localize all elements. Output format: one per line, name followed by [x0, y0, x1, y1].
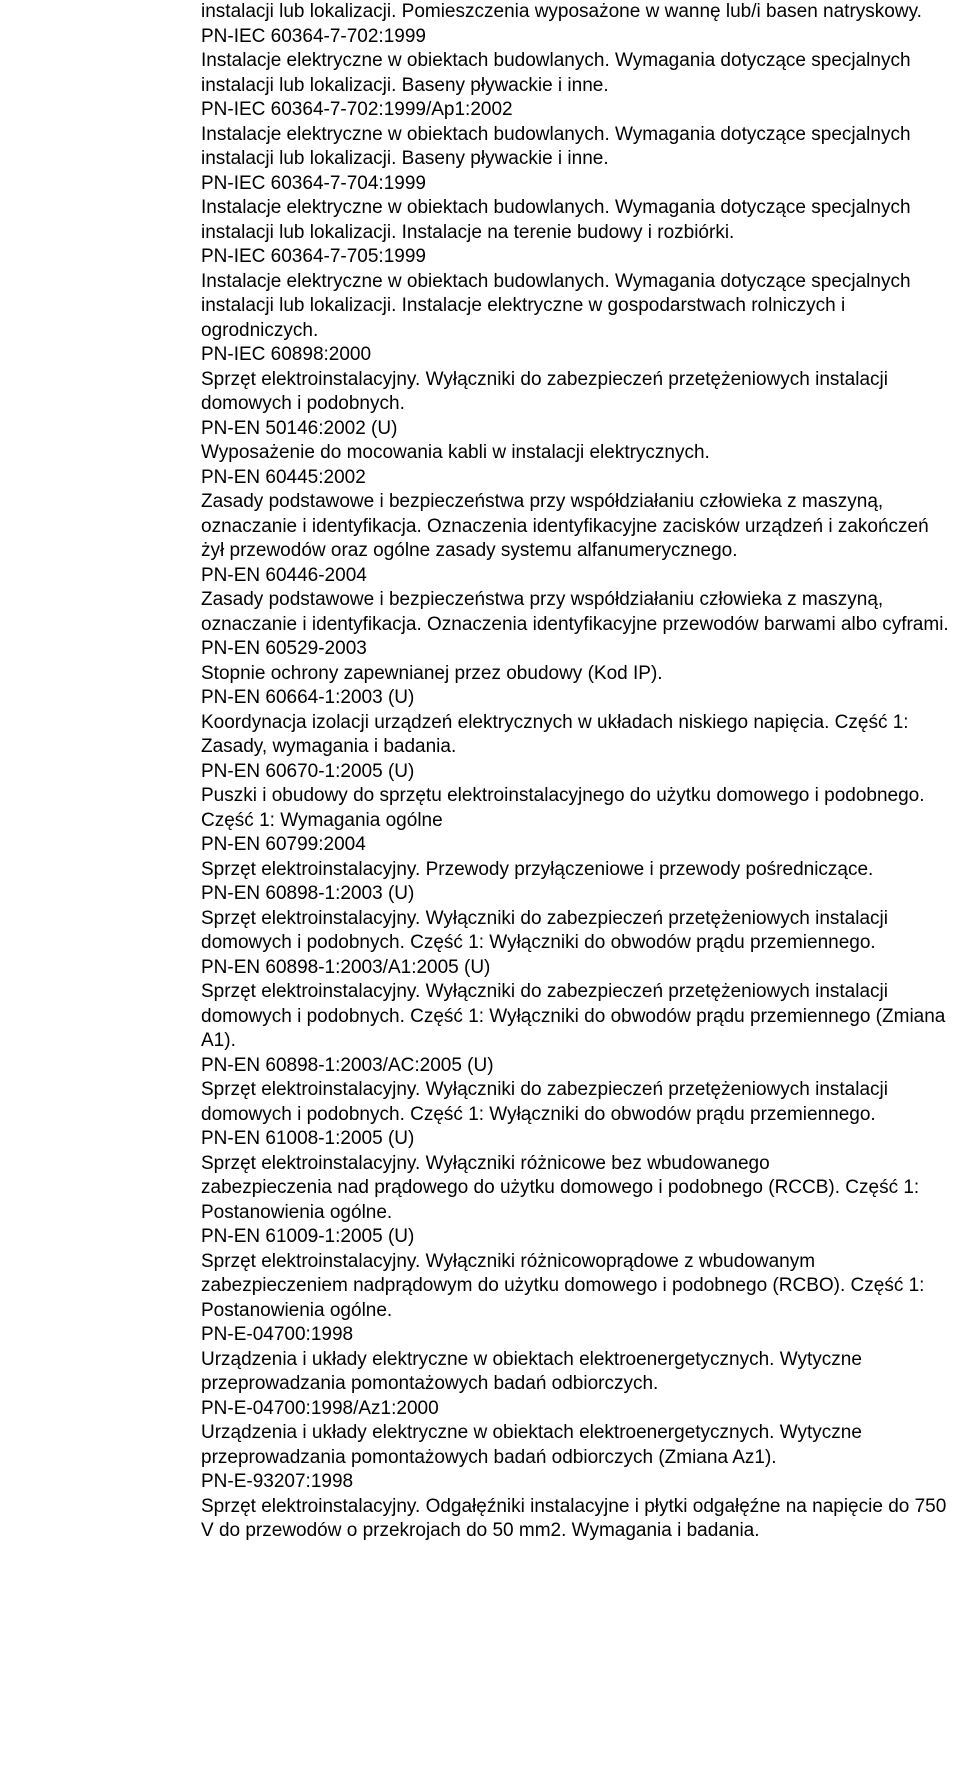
standard-description-line: Zasady podstawowe i bezpieczeństwa przy współdziałaniu człowieka z maszyną, — [201, 491, 884, 512]
standard-description-line: Zasady, wymagania i badania. — [201, 736, 457, 757]
standard-entry — [201, 343, 960, 417]
standard-entry — [201, 1470, 960, 1544]
standard-entry — [201, 686, 960, 760]
standard-description-line: Sprzęt elektroinstalacyjny. Wyłączniki do zabezpieczeń przetężeniowych instalacji — [201, 368, 888, 390]
standard-description-line: Stopnie ochrony zapewnianej przez obudowy (Kod IP). — [201, 662, 663, 684]
standard-entry — [201, 1323, 960, 1397]
standard-code: PN-EN 60898-1:2003/A1:2005 (U) — [201, 956, 491, 978]
standards-list — [201, 25, 960, 1544]
standard-description-line: Urządzenia i układy elektryczne w obiektach elektroenergetycznych. Wytyczne — [201, 1348, 862, 1370]
standard-entry — [201, 1397, 960, 1471]
standard-entry — [201, 882, 960, 956]
standard-entry — [201, 564, 960, 638]
standard-description-line: Zasady podstawowe i bezpieczeństwa przy współdziałaniu człowieka z maszyną, — [201, 589, 884, 610]
standard-description-line: Sprzęt elektroinstalacyjny. Przewody przyłączeniowe i przewody pośredniczące. — [201, 858, 874, 880]
standard-description-line: Puszki i obudowy do sprzętu elektroinstalacyjnego do użytku domowego i podobnego. — [201, 785, 925, 806]
standard-description-line: Instalacje elektryczne w obiektach budowlanych. Wymagania dotyczące specjalnych — [201, 197, 911, 218]
standard-description-line: Postanowienia ogólne. — [201, 1201, 393, 1223]
standard-code: PN-EN 61009-1:2005 (U) — [201, 1226, 415, 1247]
standard-description-line: Instalacje elektryczne w obiektach budowlanych. Wymagania dotyczące specjalnych — [201, 50, 911, 71]
standard-code: PN-EN 60670-1:2005 (U) — [201, 760, 415, 782]
standard-description-line: domowych i podobnych. Część 1: Wyłączniki do obwodów prądu przemiennego (Zmiana — [201, 1005, 946, 1027]
standard-entry — [201, 466, 960, 564]
standard-entry — [201, 1127, 960, 1225]
standard-code: PN-EN 60445:2002 — [201, 466, 366, 488]
standard-description-line: Część 1: Wymagania ogólne — [201, 809, 443, 831]
standard-entry — [201, 98, 960, 172]
standard-description-line: instalacji lub lokalizacji. Instalacje na terenie budowy i rozbiórki. — [201, 221, 735, 243]
standard-description-line: Wyposażenie do mocowania kabli w instalacji elektrycznych. — [201, 442, 710, 463]
standard-description-line: A1). — [201, 1030, 236, 1051]
standard-description-line: zabezpieczenia nad prądowego do użytku domowego i podobnego (RCCB). Część 1: — [201, 1177, 920, 1198]
standard-code: PN-EN 50146:2002 (U) — [201, 417, 398, 439]
standard-description-line: domowych i podobnych. Część 1: Wyłączniki do obwodów prądu przemiennego. — [201, 932, 876, 953]
standard-entry — [201, 956, 960, 1054]
standard-code: PN-E-04700:1998/Az1:2000 — [201, 1397, 439, 1419]
standard-entry — [201, 833, 960, 882]
standard-description-line: zabezpieczeniem nadprądowym do użytku domowego i podobnego (RCBO). Część 1: — [201, 1275, 925, 1296]
standard-code: PN-IEC 60364-7-702:1999 — [201, 25, 426, 47]
standard-description-line: instalacji lub lokalizacji. Instalacje elektryczne w gospodarstwach rolniczych i — [201, 295, 846, 316]
standard-entry — [201, 245, 960, 343]
standard-entry — [201, 1054, 960, 1128]
standard-description-line: oznaczanie i identyfikacja. Oznaczenia identyfikacyjne zacisków urządzeń i zakończeń — [201, 515, 929, 537]
standard-entry — [201, 760, 960, 834]
standard-description-line: Sprzęt elektroinstalacyjny. Wyłączniki różnicowoprądowe z wbudowanym — [201, 1250, 816, 1272]
standard-description-line: V do przewodów o przekrojach do 50 mm2. Wymagania i badania. — [201, 1520, 760, 1541]
standard-code: PN-E-04700:1998 — [201, 1324, 354, 1345]
standard-description-line: żył przewodów oraz ogólne zasady systemu alfanumerycznego. — [201, 540, 738, 561]
standard-description-line: Sprzęt elektroinstalacyjny. Wyłączniki różnicowe bez wbudowanego — [201, 1152, 770, 1174]
standard-code: PN-IEC 60364-7-705:1999 — [201, 246, 426, 267]
standard-description-line: Koordynacja izolacji urządzeń elektrycznych w układach niskiego napięcia. Część 1: — [201, 711, 909, 733]
standard-description-line: Sprzęt elektroinstalacyjny. Odgałęźniki instalacyjne i płytki odgałęźne na napięcie do 750 — [201, 1495, 947, 1517]
standard-description-line: Postanowienia ogólne. — [201, 1299, 393, 1321]
standard-description-line: Urządzenia i układy elektryczne w obiektach elektroenergetycznych. Wytyczne — [201, 1422, 862, 1443]
standard-description-line: Sprzęt elektroinstalacyjny. Wyłączniki do zabezpieczeń przetężeniowych instalacji — [201, 1079, 888, 1100]
standard-entry — [201, 637, 960, 686]
standard-code: PN-EN 60898-1:2003 (U) — [201, 883, 415, 904]
standard-description-line: domowych i podobnych. — [201, 393, 405, 414]
standard-entry — [201, 417, 960, 466]
continued-description — [201, 0, 960, 25]
standard-description-line: instalacji lub lokalizacji. Baseny pływackie i inne. — [201, 74, 609, 96]
standard-code: PN-EN 60898-1:2003/AC:2005 (U) — [201, 1054, 494, 1076]
standard-description-line: przeprowadzania pomontażowych badań odbiorczych (Zmiana Az1). — [201, 1446, 777, 1468]
standard-code: PN-EN 60446-2004 — [201, 564, 367, 586]
standard-code: PN-IEC 60364-7-704:1999 — [201, 172, 426, 194]
standard-code: PN-IEC 60364-7-702:1999/Ap1:2002 — [201, 99, 513, 120]
standard-description-line: domowych i podobnych. Część 1: Wyłączniki do obwodów prądu przemiennego. — [201, 1103, 876, 1125]
standard-entry — [201, 25, 960, 99]
standard-code: PN-IEC 60898:2000 — [201, 344, 372, 365]
standard-entry — [201, 1225, 960, 1323]
standard-description-line: instalacji lub lokalizacji. Baseny pływackie i inne. — [201, 148, 609, 169]
standard-code: PN-EN 60664-1:2003 (U) — [201, 687, 415, 708]
standard-description-line: Instalacje elektryczne w obiektach budowlanych. Wymagania dotyczące specjalnych — [201, 123, 911, 145]
standard-description-line: przeprowadzania pomontażowych badań odbiorczych. — [201, 1373, 659, 1394]
standard-code: PN-EN 60799:2004 — [201, 834, 366, 855]
standard-description-line: ogrodniczych. — [201, 319, 319, 341]
standard-description-line: Sprzęt elektroinstalacyjny. Wyłączniki do zabezpieczeń przetężeniowych instalacji — [201, 907, 888, 929]
standard-description-line: Instalacje elektryczne w obiektach budowlanych. Wymagania dotyczące specjalnych — [201, 270, 911, 292]
standard-description-line: Sprzęt elektroinstalacyjny. Wyłączniki do zabezpieczeń przetężeniowych instalacji — [201, 981, 888, 1002]
description-line: instalacji lub lokalizacji. Pomieszczenia wyposażone w wannę lub/i basen natryskowy. — [201, 1, 922, 22]
standard-code: PN-EN 61008-1:2005 (U) — [201, 1128, 415, 1149]
standard-code: PN-E-93207:1998 — [201, 1471, 354, 1492]
standard-entry — [201, 172, 960, 246]
standard-code: PN-EN 60529-2003 — [201, 638, 367, 659]
standard-description-line: oznaczanie i identyfikacja. Oznaczenia identyfikacyjne przewodów barwami albo cyframi. — [201, 613, 949, 635]
